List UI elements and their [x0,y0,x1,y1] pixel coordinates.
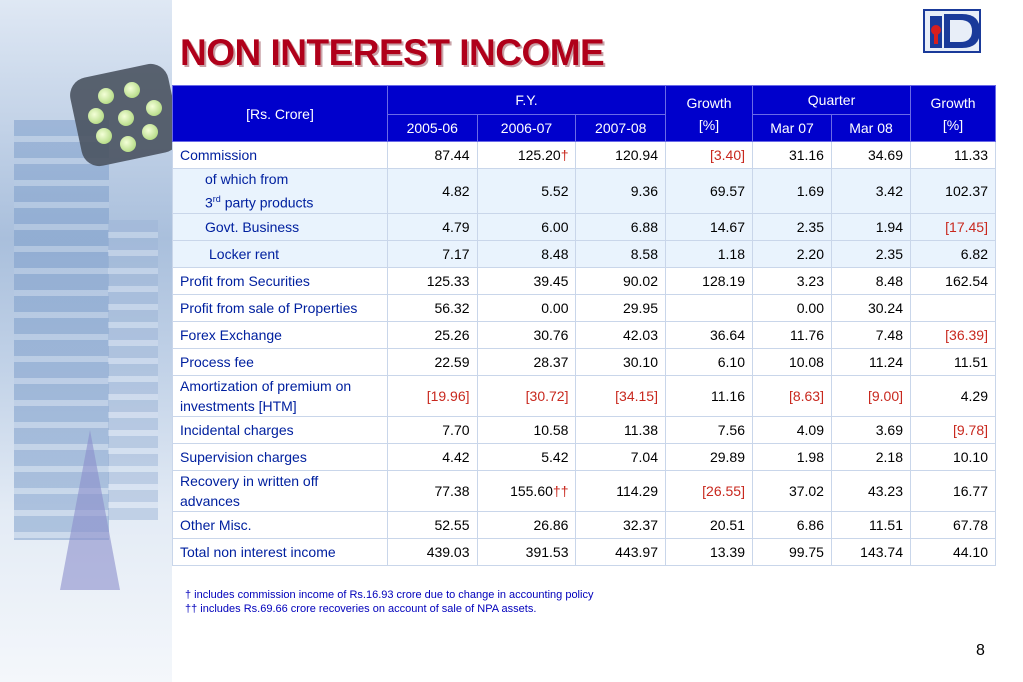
cell: 2.35 [753,213,832,240]
table-row [173,348,996,375]
year-header: 2006-07 [477,115,576,142]
row-label: Other Misc. [173,511,388,538]
cell: 0.00 [753,294,832,321]
cell: 7.70 [388,416,478,443]
led-dot [98,88,114,104]
table-row [173,416,996,443]
fy-header: F.Y. [388,86,666,115]
cell: [17.45] [911,213,996,240]
table-row [173,511,996,538]
cell: 1.69 [753,169,832,214]
cell: 87.44 [388,142,478,169]
cell: 6.00 [477,213,576,240]
cell: 32.37 [576,511,666,538]
cell: 1.98 [753,443,832,470]
cell: 11.76 [753,321,832,348]
row-label-line2: investments [HTM] [180,397,297,414]
cell: 7.56 [666,416,753,443]
page-number: 8 [976,642,985,659]
fy-growth-header-unit: [%] [698,116,720,133]
quarter-growth-header-unit: [%] [942,116,964,133]
cell: 14.67 [666,213,753,240]
cell: 10.10 [911,443,996,470]
led-dot [96,128,112,144]
row-label: Incidental charges [173,416,388,443]
cell: 26.86 [477,511,576,538]
cell: 155.60†† [477,470,576,511]
table-row [173,213,996,240]
cell: 69.57 [666,169,753,214]
row-label: Commission [173,142,388,169]
led-dot [146,100,162,116]
cell: 5.42 [477,443,576,470]
cell: 8.48 [831,267,910,294]
cell: 439.03 [388,538,478,565]
cell: 25.26 [388,321,478,348]
page-title: NON INTEREST INCOME [180,32,605,73]
table-row [173,443,996,470]
cell: 77.38 [388,470,478,511]
row-label-line1: Recovery in written off [180,472,319,489]
cell: 31.16 [753,142,832,169]
cell: 128.19 [666,267,753,294]
led-dot [118,110,134,126]
cell [911,294,996,321]
cell: 99.75 [753,538,832,565]
row-label: Locker rent [173,240,388,267]
quarter-col-header: Mar 08 [831,115,910,142]
cell: 36.64 [666,321,753,348]
year-header: 2007-08 [576,115,666,142]
cell: 162.54 [911,267,996,294]
cell: [19.96] [388,375,478,416]
footnote: †† includes Rs.69.66 crore recoveries on account of sale of NPA assets. [185,603,537,615]
year-header: 2005-06 [388,115,478,142]
cell: 6.88 [576,213,666,240]
row-label: Govt. Business [173,213,388,240]
cell: 6.10 [666,348,753,375]
cell: 11.51 [831,511,910,538]
row-label: Supervision charges [173,443,388,470]
table-row [173,142,996,169]
cell: 29.89 [666,443,753,470]
row-label-line2-post: party products [220,194,314,211]
cell: 102.37 [911,169,996,214]
table-row [173,470,996,511]
spotlight-graphic [60,430,120,590]
cell: 39.45 [477,267,576,294]
cell: 143.74 [831,538,910,565]
row-label-line1: Amortization of premium on [180,377,352,394]
cell: 4.82 [388,169,478,214]
cell: 1.94 [831,213,910,240]
cell: 34.69 [831,142,910,169]
cell: 29.95 [576,294,666,321]
cell: 2.35 [831,240,910,267]
footnote-marker: † [560,147,569,163]
cell: 90.02 [576,267,666,294]
led-dot [88,108,104,124]
cell: 42.03 [576,321,666,348]
cell: 22.59 [388,348,478,375]
cell: [9.00] [831,375,910,416]
table-row [173,294,996,321]
cell: 11.33 [911,142,996,169]
cell: 2.18 [831,443,910,470]
decorative-sidebar [0,0,172,682]
quarter-growth-header-label: Growth [930,94,976,111]
row-label-line2-sup: rd [212,194,221,204]
cell: 7.04 [576,443,666,470]
cell: [9.78] [911,416,996,443]
row-label: Process fee [173,348,388,375]
cell: 13.39 [666,538,753,565]
row-label [173,470,388,511]
led-dot [142,124,158,140]
led-dot [120,136,136,152]
cell: 8.48 [477,240,576,267]
cell: 16.77 [911,470,996,511]
cell: 28.37 [477,348,576,375]
cell: 120.94 [576,142,666,169]
table-row [173,321,996,348]
cell: 1.18 [666,240,753,267]
table-row [173,240,996,267]
cell [477,142,576,169]
cell: 44.10 [911,538,996,565]
cell: 6.86 [753,511,832,538]
footnote: † includes commission income of Rs.16.93 crore due to change in accounting policy [185,589,594,601]
cell: 391.53 [477,538,576,565]
row-label: Profit from sale of Properties [173,294,388,321]
table-row [173,375,996,416]
cell: 3.69 [831,416,910,443]
cell: 30.76 [477,321,576,348]
footnotes [185,588,593,616]
cell: [8.63] [753,375,832,416]
cell: [34.15] [576,375,666,416]
cell: 43.23 [831,470,910,511]
unit-header: [Rs. Crore] [173,86,388,142]
cell: 20.51 [666,511,753,538]
cell: 5.52 [477,169,576,214]
cell: 10.08 [753,348,832,375]
cell: [3.40] [666,142,753,169]
quarter-growth-header [911,86,996,142]
cell: [36.39] [911,321,996,348]
cell: 67.78 [911,511,996,538]
table-row [173,267,996,294]
cell: 3.42 [831,169,910,214]
cell: 11.24 [831,348,910,375]
row-label [173,375,388,416]
cell: 30.10 [576,348,666,375]
cell: 11.38 [576,416,666,443]
cell: 52.55 [388,511,478,538]
cell: 125.33 [388,267,478,294]
cell: 4.79 [388,213,478,240]
table-row-total [173,538,996,565]
quarter-header: Quarter [753,86,911,115]
cell: 37.02 [753,470,832,511]
footnote-marker: †† [552,482,569,499]
cell: 4.09 [753,416,832,443]
row-label: Profit from Securities [173,267,388,294]
row-label-line2: advances [180,492,240,509]
cell: 4.29 [911,375,996,416]
cell: 0.00 [477,294,576,321]
row-label-line1: of which from [205,171,289,187]
cell: 114.29 [576,470,666,511]
led-dot [124,82,140,98]
cell: 443.97 [576,538,666,565]
non-interest-income-table [172,85,996,566]
cell: 8.58 [576,240,666,267]
cell: 6.82 [911,240,996,267]
cell: 4.42 [388,443,478,470]
fy-growth-header-label: Growth [686,94,732,111]
cell [666,294,753,321]
row-label [173,169,388,214]
cell: 7.17 [388,240,478,267]
cell: [30.72] [477,375,576,416]
table-row [173,169,996,214]
cell: 10.58 [477,416,576,443]
row-label: Forex Exchange [173,321,388,348]
cell: 2.20 [753,240,832,267]
cell: 7.48 [831,321,910,348]
cell: 9.36 [576,169,666,214]
bank-logo-icon [922,6,986,56]
cell: 11.51 [911,348,996,375]
row-label: Total non interest income [173,538,388,565]
cell: 11.16 [666,375,753,416]
cell: 56.32 [388,294,478,321]
row-label-line2-pre: 3 [205,194,213,211]
fy-growth-header [666,86,753,142]
cell-value: 125.20† [517,147,569,163]
quarter-col-header: Mar 07 [753,115,832,142]
cell: 3.23 [753,267,832,294]
cell: 30.24 [831,294,910,321]
cell: [26.55] [666,470,753,511]
